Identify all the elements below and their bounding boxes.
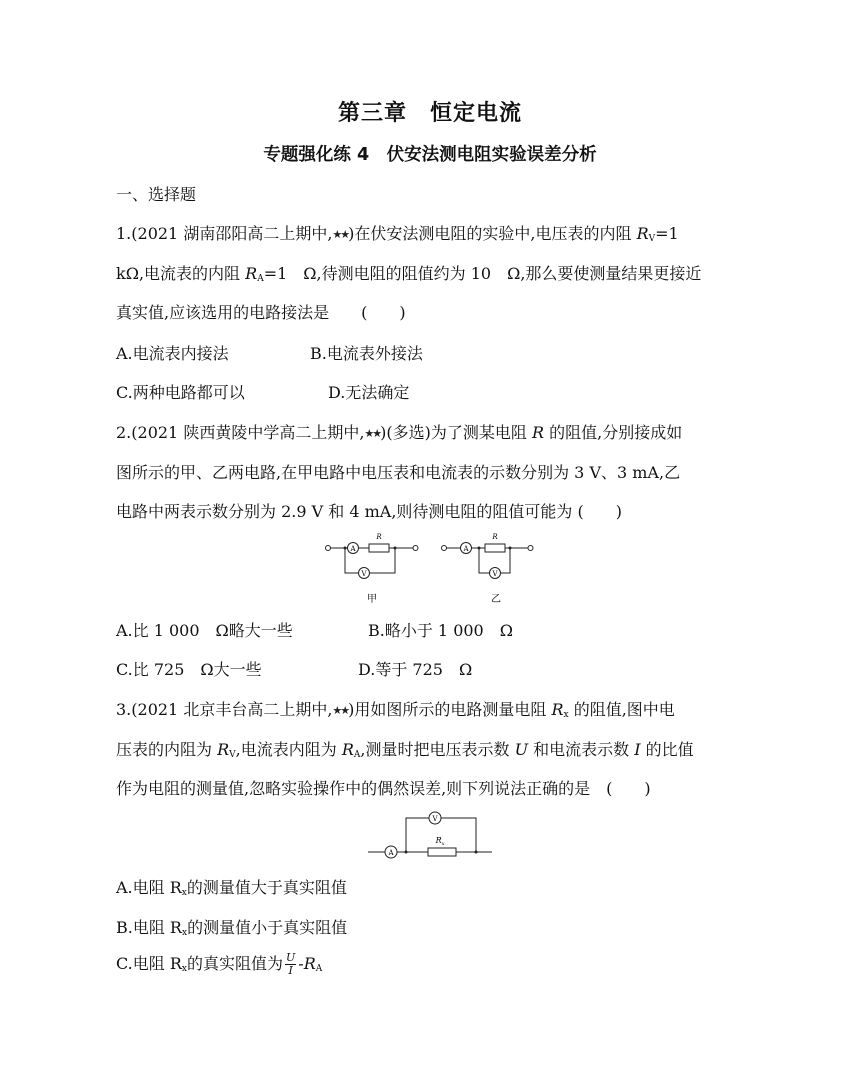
difficulty-stars-icon: ★★: [332, 704, 349, 717]
circuit-jia: [326, 533, 419, 605]
q1-source: (2021 湖南邵阳高二上期中,: [131, 224, 333, 243]
section-heading: 一、选择题: [116, 185, 197, 204]
difficulty-stars-icon: ★★: [364, 427, 381, 440]
q2-line-1: 2.(2021 陕西黄陵中学高二上期中,★★)(多选)为了测某电阻 R 的阻值,分别接成如: [116, 423, 683, 442]
q2-line-2: 图所示的甲、乙两电路,在甲电路中电压表和电流表的示数分别为 3 V、3 mA,乙: [116, 463, 681, 482]
q3-number: 3.: [116, 700, 132, 719]
q1-option-a: A.电流表内接法: [116, 344, 229, 363]
section-title: 专题强化练 4 伏安法测电阻实验误差分析: [263, 145, 597, 165]
figure-label-yi: 乙: [491, 594, 501, 605]
svg-text:V: V: [492, 570, 498, 578]
svg-text:A: A: [350, 545, 356, 553]
q3-option-c: C.电阻 $R_x$的真实阻值为 $\frac{U}{I}$ $-R_A$: [116, 951, 323, 977]
resistor-icon: [369, 544, 389, 552]
q1-option-b: B.电流表外接法: [310, 344, 423, 363]
resistor-rx-icon: [428, 848, 456, 856]
q1-option-c: C.两种电路都可以: [116, 383, 245, 402]
svg-text:R: R: [376, 533, 382, 541]
q2-option-a: A.比 1 000 Ω略大一些: [116, 621, 293, 640]
svg-text:A: A: [388, 849, 394, 857]
resistor-icon: [485, 544, 505, 552]
q1-line-3: 真实值,应该选用的电路接法是 ( ): [116, 303, 406, 322]
q2-option-b: B.略小于 1 000 Ω: [368, 621, 514, 640]
circuit-figures-jia-yi: [320, 528, 540, 608]
q1-line-2: kΩ,电流表的内阻 $R_A=1$ Ω,待测电阻的阻值约为 10 Ω,那么要使测量结果更接近: [116, 264, 702, 284]
q3-line-2: 压表的内阻为 $R_V$,电流表内阻为 $R_A$,测量时把电压表示数 U 和电流表示数 I 的比值: [116, 740, 694, 760]
q1-number: 1.: [116, 224, 132, 243]
svg-text:Rx: $R_x$: [435, 836, 445, 847]
q2-option-c: C.比 725 Ω大一些: [116, 660, 262, 679]
q3-line-3: 作为电阻的测量值,忽略实验操作中的偶然误差,则下列说法正确的是 ( ): [116, 779, 651, 798]
svg-text:R: R: [492, 533, 498, 541]
q2-source: (2021 陕西黄陵中学高二上期中,: [131, 423, 365, 442]
circuit-yi: [442, 533, 534, 605]
q2-line-3: 电路中两表示数分别为 2.9 V 和 4 mA,则待测电阻的阻值可能为 ( ): [116, 502, 622, 521]
circuit-figure-q3: [366, 806, 496, 864]
q1-option-d: D.无法确定: [328, 383, 410, 402]
difficulty-stars-icon: ★★: [332, 228, 349, 241]
q2-option-d: D.等于 725 Ω: [358, 660, 473, 679]
q3-line-1: 3.(2021 北京丰台高二上期中,★★)用如图所示的电路测量电阻 $R_x$ 的阻值,图中电: [116, 700, 675, 720]
q3-option-a: A.电阻 $R_x$的测量值大于真实阻值: [116, 878, 347, 898]
q3-source: (2021 北京丰台高二上期中,: [131, 700, 333, 719]
figure-label-jia: 甲: [367, 594, 377, 605]
fraction-u-over-i: $\frac{U}{I}$: [286, 951, 296, 977]
chapter-title: 第三章 恒定电流: [337, 101, 522, 126]
q1-line-1: 1.(2021 湖南邵阳高二上期中,★★)在伏安法测电阻的实验中,电压表的内阻 $R_V=1$: [116, 224, 679, 244]
svg-text:A: A: [463, 545, 469, 553]
svg-text:V: V: [361, 570, 367, 578]
q2-number: 2.: [116, 423, 132, 442]
svg-text:V: V: [432, 815, 438, 823]
q3-option-b: B.电阻 $R_x$的测量值小于真实阻值: [116, 918, 348, 938]
